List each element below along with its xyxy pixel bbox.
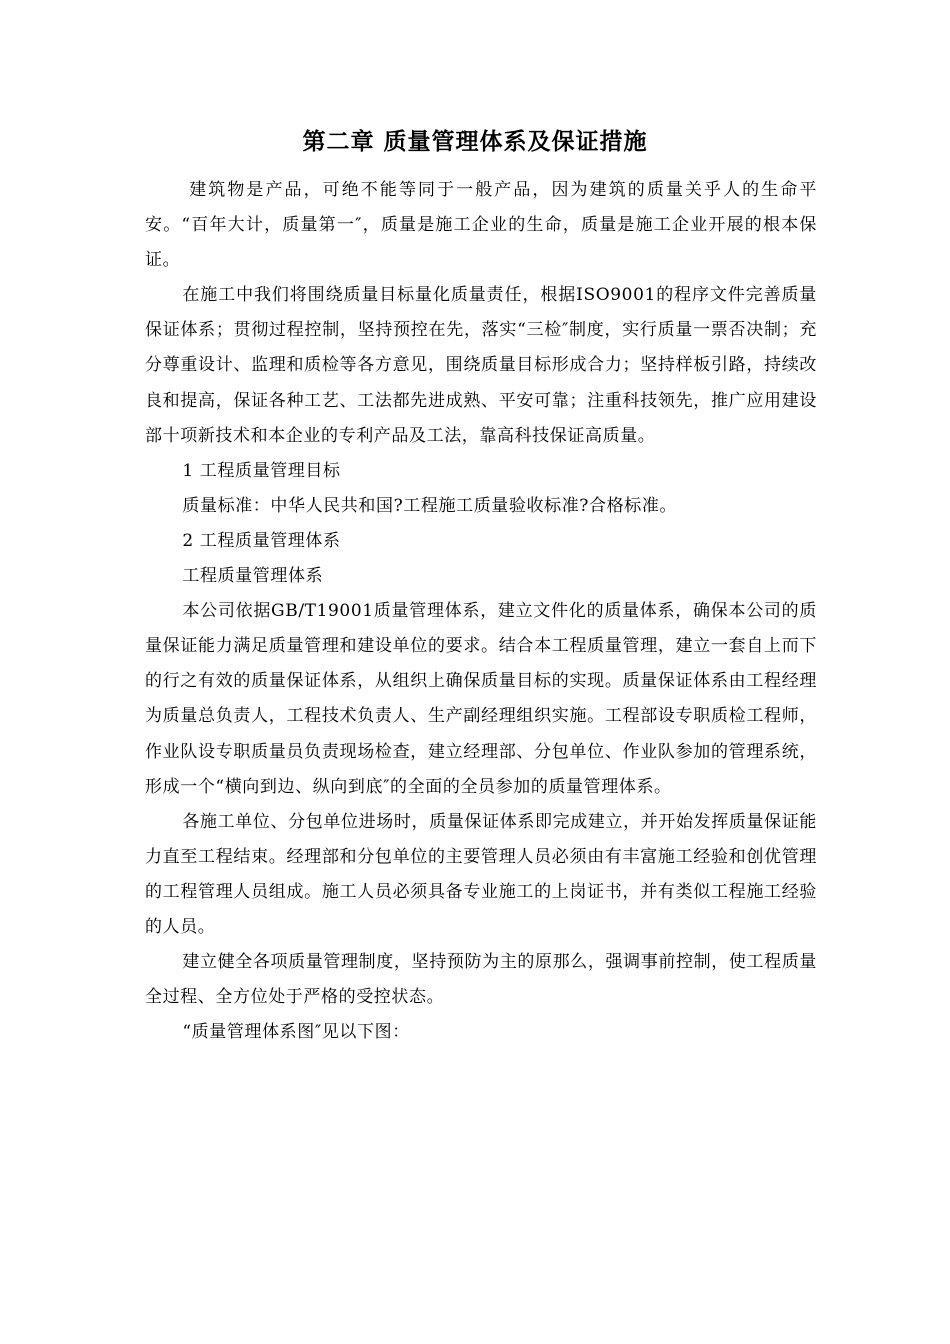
document-body xyxy=(145,173,817,1050)
section-heading-quality-goal: 1 工程质量管理目标 xyxy=(182,460,341,481)
paragraph-diagram-reference: “质量管理体系图″见以下图： xyxy=(182,1022,410,1043)
paragraph-quality-standard: 质量标准：中华人民共和国?工程施工质量验收标准?合格标准。 xyxy=(182,495,678,516)
paragraph-management-rules: 建立健全各项质量管理制度，坚持预防为主的原那么，强调事前控制，使工程质量全过程、全方位处于严格的受控状态。 xyxy=(145,952,817,1008)
paragraph-gbt19001: 本公司依据GB/T19001质量管理体系，建立文件化的质量体系，确保本公司的质量保证能力满足质量管理和建设单位的要求。结合本工程质量管理，建立一套自上而下的行之有效的质量保证体系，从组织上确保质量目标的实现。质量保证体系由工程经理为质量总负责人，工程技术负责人、生产副经理组织实施。工程部设专职质检工程师，作业队设专职质量员负责现场检查，建立经理部、分包单位、作业队参加的管理系统，形成一个“横向到边、纵向到底″的全面的全员参加的质量管理体系。 xyxy=(145,601,817,797)
section-heading-quality-management-system: 2 工程质量管理体系 xyxy=(182,530,341,551)
paragraph-quality-system: 在施工中我们将围绕质量目标量化质量责任，根据ISO9001的程序文件完善质量保证体系；贯彻过程控制，坚持预控在先，落实“三检″制度，实行质量一票否决制；充分尊重设计、监理和质检等各方意见，围绕质量目标形成合力；坚持样板引路，持续改良和提高，保证各种工艺、工法都先进成熟、平安可靠；注重科技领先，推广应用建设部十项新技术和本企业的专利产品及工法，靠高科技保证高质量。 xyxy=(145,285,817,446)
subsection-heading: 工程质量管理体系 xyxy=(182,566,324,587)
paragraph-intro: 建筑物是产品，可绝不能等同于一般产品，因为建筑的质量关乎人的生命平安。“百年大计，质量第一″，质量是施工企业的生命，质量是施工企业开展的根本保证。 xyxy=(145,180,817,271)
paragraph-units-entry: 各施工单位、分包单位进场时，质量保证体系即完成建立，并开始发挥质量保证能力直至工程结束。经理部和分包单位的主要管理人员必须由有丰富施工经验和创优管理的工程管理人员组成。施工人员必须具备专业施工的上岗证书，并有类似工程施工经验的人员。 xyxy=(145,811,817,937)
chapter-title: 第二章 质量管理体系及保证措施 xyxy=(302,129,648,155)
